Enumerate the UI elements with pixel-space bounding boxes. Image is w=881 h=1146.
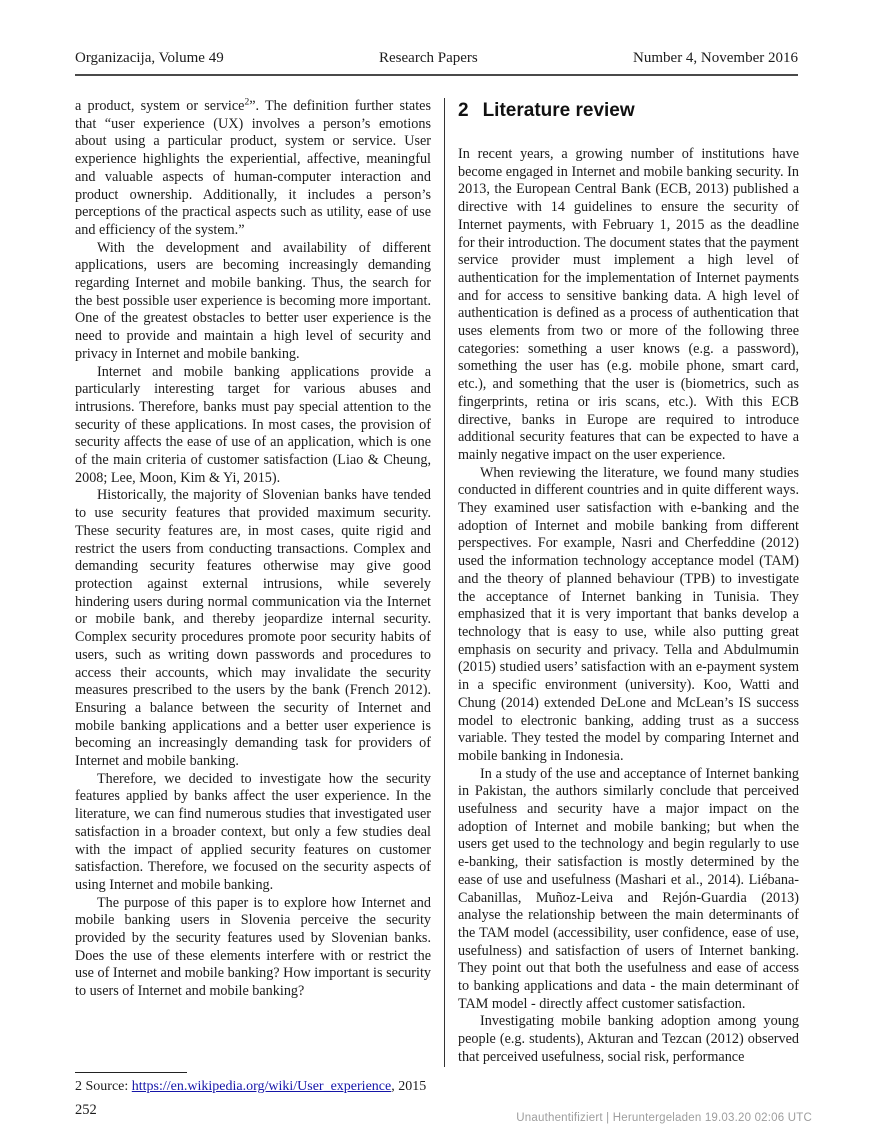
left-column bbox=[75, 98, 431, 1067]
column-divider bbox=[444, 98, 445, 1067]
paragraph: Investigating mobile banking adoption among young people (e.g. students), Akturan and Tezcan (2012) observed that perceived usefulness, social risk, performance bbox=[458, 1013, 799, 1065]
paragraph: In a study of the use and acceptance of Internet banking in Pakistan, the authors similarly conclude that perceived usefulness and security have a major impact on the adoption of Internet and mobile banking; but when the users get used to the technology and begin regularly to use e-banking, their satisfaction is mostly determined by the ease of use and usefulness (Mashari et al., 2014). Liébana-Cabanillas, Muñoz-Leiva and Rejón-Guardia (2013) analyse the relationship between the main determinants of the TAM model (accessibility, user confidence, ease of use, usefulness) and satisfaction of users of Internet banking. They point out that both the usefulness and ease of access to banking applications and data - the main determinant of TAM model - directly affect customer satisfaction. bbox=[458, 765, 799, 1012]
section-heading bbox=[458, 100, 799, 122]
section-label: Research Papers bbox=[379, 50, 478, 66]
paragraph-continued bbox=[75, 98, 431, 240]
paragraph: In recent years, a growing number of institutions have become engaged in Internet and mobile banking security. In 2013, the European Central Bank (ECB, 2013) published a directive with 14 guidelines to ensure the security of Internet payments, with February 1, 2015 as the deadline for their introduction. The document states that the payment service provider must implement a high level of authentication for the implementation of Internet payments and for access to sensitive banking data. A high level of authentication is defined as a process of authentication that uses elements from two or more of the following three categories: something a user knows (e.g. a password), something the user has (e.g. mobile phone, smart card, etc.), and something that the user is (biometrics, such as fingerprints, retina or iris scans, etc.). With this ECB directive, banks in Europe are required to introduce additional security features that can be expected to have a mainly negative impact on the user experience. bbox=[458, 146, 799, 463]
paragraph: Internet and mobile banking applications provide a particularly interesting target for various abuses and intrusions. Therefore, banks must pay special attention to the security of these applications. In most cases, the provision of security affects the ease of use of an application, which is one of the main criteria of customer satisfaction (Liao & Cheung, 2008; Lee, Moon, Kim & Yi, 2015). bbox=[75, 363, 431, 486]
right-column bbox=[458, 98, 799, 1067]
paragraph: Historically, the majority of Slovenian banks have tended to use security features that provided maximum security. These security features are, in most cases, quite rigid and restrict the users from conducting transactions. Complex and demanding security features otherwise may give good protection against external intrusions, while severely hindering users during normal communication via the Internet or mobile bank, and thereby jeopardize internal security. Complex security procedures promote poor security habits of users, such as writing down passwords and procedures to access their accounts, which may invalidate the security measures prescribed to the users by the bank (French 2012). Ensuring a balance between the security of Internet and mobile banking applications and a better user experience is becoming an increasingly demanding task for providers of Internet and mobile banking. bbox=[75, 487, 431, 770]
page-header bbox=[75, 50, 798, 76]
paragraph: Therefore, we decided to investigate how the security features applied by banks affect the user experience. In the literature, we can find numerous studies that investigated user satisfaction in a broader context, but only a few studies deal with the impact of applied security features on customer satisfaction. Therefore, we focused on the security aspects of using Internet and mobile banking. bbox=[75, 770, 431, 893]
paragraph: When reviewing the literature, we found many studies conducted in different countries and in quite different ways. They examined user satisfaction with e-banking and the adoption of Internet and mobile banking from different perspectives. For example, Nasri and Cherfeddine (2012) used the information technology acceptance model (TAM) and the theory of planned behaviour (TPB) to investigate the acceptance of Internet banking in Tunisia. They emphasized that it is very important that banks develop a technology that is easy to use, while also putting great emphasis on security and privacy. Tella and Abdulmumin (2015) studied users’ satisfaction with an e-payment system in a specific environment (university). Koo, Watti and Chung (2014) extended DeLone and McLean’s IS success model to electronic banking, adding trust as a success variable. They tested the model by comparing Internet and mobile banking in Indonesia. bbox=[458, 464, 799, 764]
footnote-prefix: 2 Source: bbox=[75, 1079, 132, 1094]
footnote-link[interactable]: https://en.wikipedia.org/wiki/User_experience bbox=[131, 1079, 392, 1094]
footnote-suffix: , 2015 bbox=[391, 1079, 427, 1094]
footnote-rule bbox=[75, 1072, 187, 1073]
footnote-text bbox=[75, 1079, 465, 1095]
footnote bbox=[75, 1072, 465, 1119]
journal-title: Organizacija, Volume 49 bbox=[75, 50, 224, 66]
paragraph-text: a product, system or service bbox=[75, 98, 245, 114]
issue-label: Number 4, November 2016 bbox=[633, 50, 798, 66]
paragraph: With the development and availability of different applications, users are becoming increasingly demanding regarding Internet and mobile banking. Thus, the search for the best possible user experience is becoming more important. One of the greatest obstacles to better user experience is the need to provide and maintain a high level of security and privacy in Internet and mobile banking. bbox=[75, 239, 431, 362]
section-number: 2 bbox=[458, 100, 469, 121]
paragraph-text: ”. The definition further states that “user experience (UX) involves a person’s emotions about using a particular product, system or service. User experience highlights the experiential, affective, meaningful and valuable aspects of human-computer interaction and product ownership. Additionally, it includes a person’s perceptions of the practical aspects such as utility, ease of use and efficiency of the system.” bbox=[75, 98, 431, 238]
download-stamp: Unauthentifiziert | Heruntergeladen 19.03.20 02:06 UTC bbox=[516, 1112, 812, 1124]
page-number: 252 bbox=[75, 1102, 97, 1118]
section-title: Literature review bbox=[482, 100, 635, 121]
footnote-reference: 2 bbox=[244, 97, 250, 108]
two-column-body bbox=[75, 98, 799, 1067]
paragraph: The purpose of this paper is to explore how Internet and mobile banking users in Slovenia perceive the security provided by the security features used by Slovenian banks. Does the use of these elements interfere with or restrict the use of Internet and mobile banking? How important is security to users of Internet and mobile banking? bbox=[75, 894, 431, 1000]
